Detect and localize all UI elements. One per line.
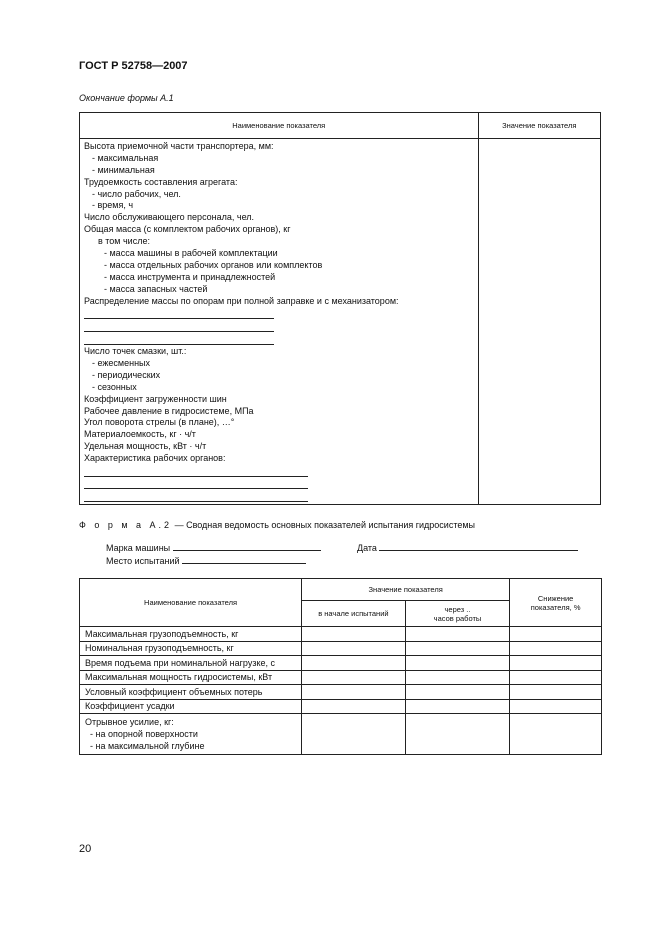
blank-line [84,333,274,345]
list-item: - ежесменных [92,358,151,369]
page-number: 20 [79,843,92,855]
column-header-value: Значение показателя [478,113,600,139]
list-item: Рабочее давление в гидросистеме, МПа [84,405,254,416]
list-item: Материалоемкость, кг · ч/т [84,429,196,440]
row-label [80,714,302,755]
form-a2-heading [79,520,475,530]
list-item: - масса отдельных рабочих органов или комплектов [104,259,323,270]
list-item: Высота приемочной части транспортера, мм: [84,141,274,151]
machine-brand-field [106,541,321,553]
list-item: Характеристика рабочих органов: [84,453,226,464]
table-row [80,627,602,642]
test-place-blank [182,554,306,564]
list-item: Общая масса (с комплектом рабочих органов), кг [84,224,291,235]
table-row [80,699,602,714]
row-label-line: Отрывное усилие, кг: [85,717,174,727]
column-header-value-group: Значение показателя [302,579,510,601]
row-label-line: - на опорной поверхности [90,729,198,739]
column-header-after [405,601,510,627]
after-line-2: часов работы [433,613,482,623]
after-line-1: через .. [444,604,471,614]
list-item: - число рабочих, чел. [92,188,181,199]
blank-line [84,320,274,332]
list-item: Коэффициент загруженности шин [84,393,227,404]
list-item: в том числе: [98,236,150,247]
form-a2-label: Ф о р м а А.2 [79,520,173,530]
list-item: - масса запасных частей [104,283,208,294]
list-item: - минимальная [92,164,155,175]
machine-brand-blank [173,541,321,551]
form-a1-caption: Окончание формы А.1 [79,93,174,103]
standard-number: ГОСТ Р 52758—2007 [79,60,188,72]
column-header-start: в начале испытаний [302,601,406,627]
date-blank [379,541,578,551]
indicator-list [80,139,479,505]
date-label: Дата [357,543,377,553]
blank-line [84,465,308,477]
column-header-name: Наименование показателя [80,579,302,627]
table-row [80,714,602,755]
column-header-decrease [510,579,602,627]
list-item: Удельная мощность, кВт · ч/т [84,441,207,452]
list-item: - масса инструмента и принадлежностей [104,271,276,282]
machine-brand-label: Марка машины [106,543,171,553]
list-item: Угол поворота стрелы (в плане), …° [84,417,235,428]
list-item: Распределение массы по опорам при полной заправке и с механизатором: [84,295,399,306]
list-item: - периодических [92,369,161,380]
row-label: Коэффициент усадки [80,699,302,714]
row-label-line: - на максимальной глубине [90,741,205,751]
value-column-empty [478,139,600,505]
decrease-line-1: Снижение [537,593,574,603]
row-label: Максимальная грузоподъемность, кг [80,627,302,642]
row-label: Максимальная мощность гидросистемы, кВт [80,670,302,685]
list-item: - масса машины в рабочей комплектации [104,248,278,259]
test-place-field [106,554,306,566]
table-row [80,641,602,656]
list-item: - время, ч [92,200,134,211]
table-row [80,670,602,685]
form-a2-title: — Сводная ведомость основных показателей испытания гидросистемы [172,520,476,530]
list-item: Число точек смазки, шт.: [84,346,187,357]
list-item: Трудоемкость составления агрегата: [84,176,238,187]
blank-line [84,491,308,503]
form-a1-table [79,112,601,505]
row-label: Время подъема при номинальной нагрузке, с [80,656,302,671]
test-place-label: Место испытаний [106,556,180,566]
column-header-name: Наименование показателя [80,113,479,139]
list-item: - сезонных [92,381,137,392]
form-a2-table [79,578,602,755]
blank-line [84,307,274,319]
table-row [80,656,602,671]
blank-line [84,478,308,490]
row-label: Номинальная грузоподъемность, кг [80,641,302,656]
table-row [80,685,602,700]
decrease-line-2: показателя, % [530,602,581,612]
list-item: - максимальная [92,152,159,163]
date-field [357,541,578,553]
list-item: Число обслуживающего персонала, чел. [84,212,255,223]
row-label: Условный коэффициент объемных потерь [80,685,302,700]
